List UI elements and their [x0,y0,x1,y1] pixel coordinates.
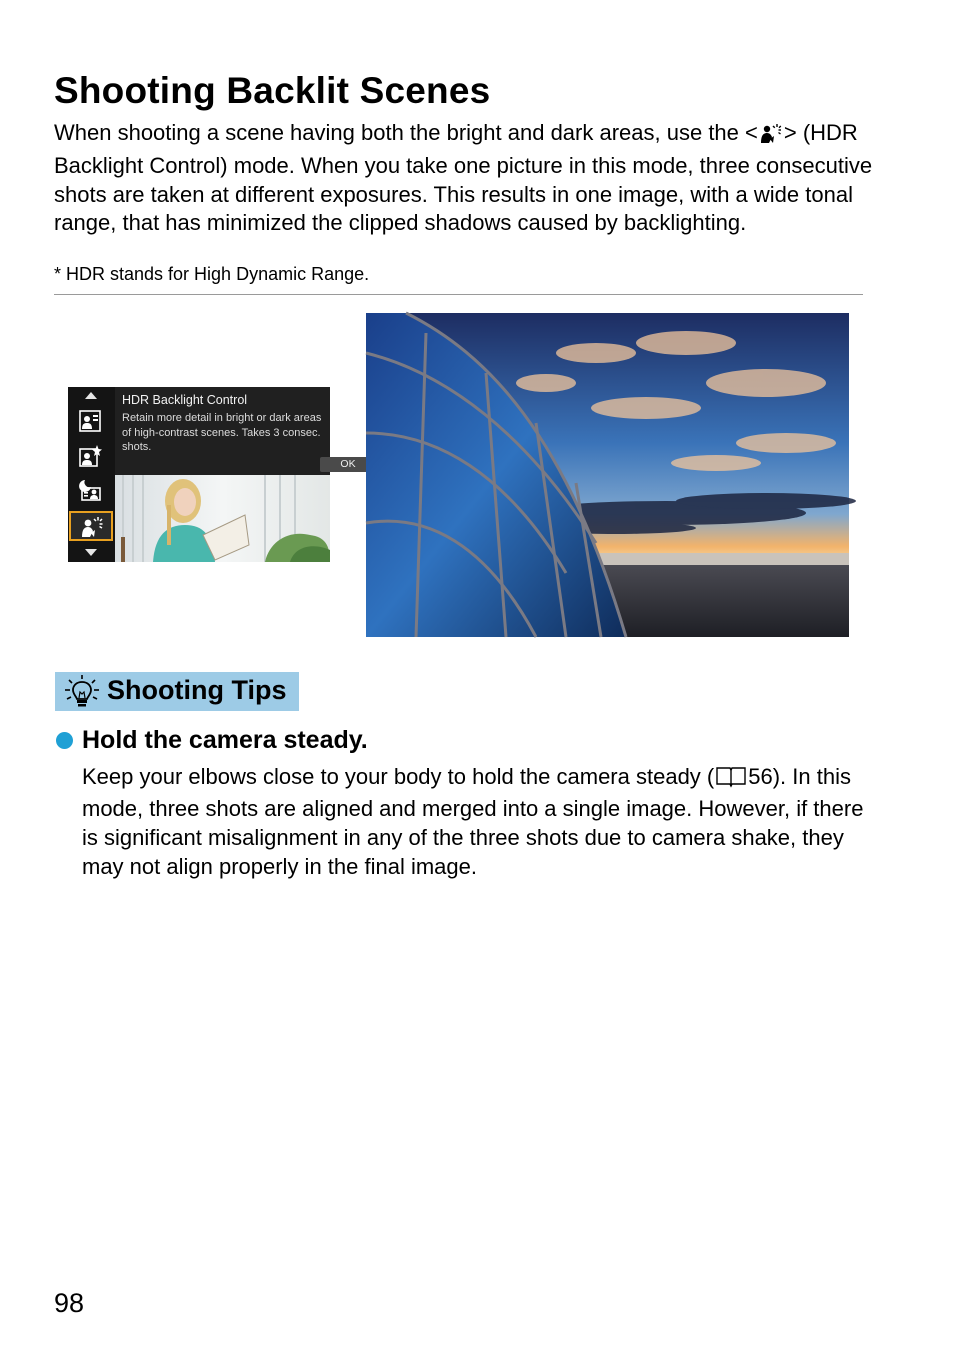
book-icon [715,765,747,794]
page-title: Shooting Backlit Scenes [54,70,491,111]
tip-body-text-1: Keep your elbows close to your body to hold the camera steady ( [82,764,715,789]
divider [54,294,863,295]
page-reference[interactable]: 56 [748,764,773,789]
shooting-tips-header [55,672,299,711]
bullet-icon [56,732,73,749]
hdr-backlight-icon[interactable] [69,511,113,541]
footnote: * HDR stands for High Dynamic Range. [54,264,370,284]
camera-lcd-screen [68,387,356,562]
shooting-tips-label: Shooting Tips [107,675,287,705]
page-number: 98 [54,1288,85,1318]
tip-body [82,762,872,881]
tip-body-text-2: ). In this mode, three shots are aligned and merged into a single image. However, if there is significant misalignment in any of the three shots due to camera shake, they may not align properly in the final image. [82,764,864,879]
portrait-icon [78,409,104,435]
tip-heading: Hold the camera steady. [82,726,368,754]
smooth-skin-icon [78,444,104,470]
mode-description-panel [115,387,356,475]
night-portrait-icon [78,478,104,504]
ok-button[interactable]: OK [320,457,376,472]
sample-portrait-image [115,475,330,562]
lightbulb-icon [62,674,102,715]
intro-text-1: When shooting a scene having both the bright and dark areas, use the < [54,120,758,145]
intro-text-2: > (HDR Backlight Control) mode. When you take one picture in this mode, three consecutive shots are taken at different exposures. This results in one image, with a wide tonal range, that has minimized the clipped shadows caused by backlighting. [54,120,873,236]
scroll-up-icon [85,392,97,399]
hdr-backlight-icon [759,122,783,152]
intro-paragraph [54,119,874,238]
mode-title: HDR Backlight Control [122,393,248,407]
scroll-down-icon [85,549,97,556]
mode-description: Retain more detail in bright or dark areas of high-contrast scenes. Takes 3 consec. shots. [122,412,322,453]
backlit-dome-photo [366,313,849,637]
mode-list [68,387,115,562]
